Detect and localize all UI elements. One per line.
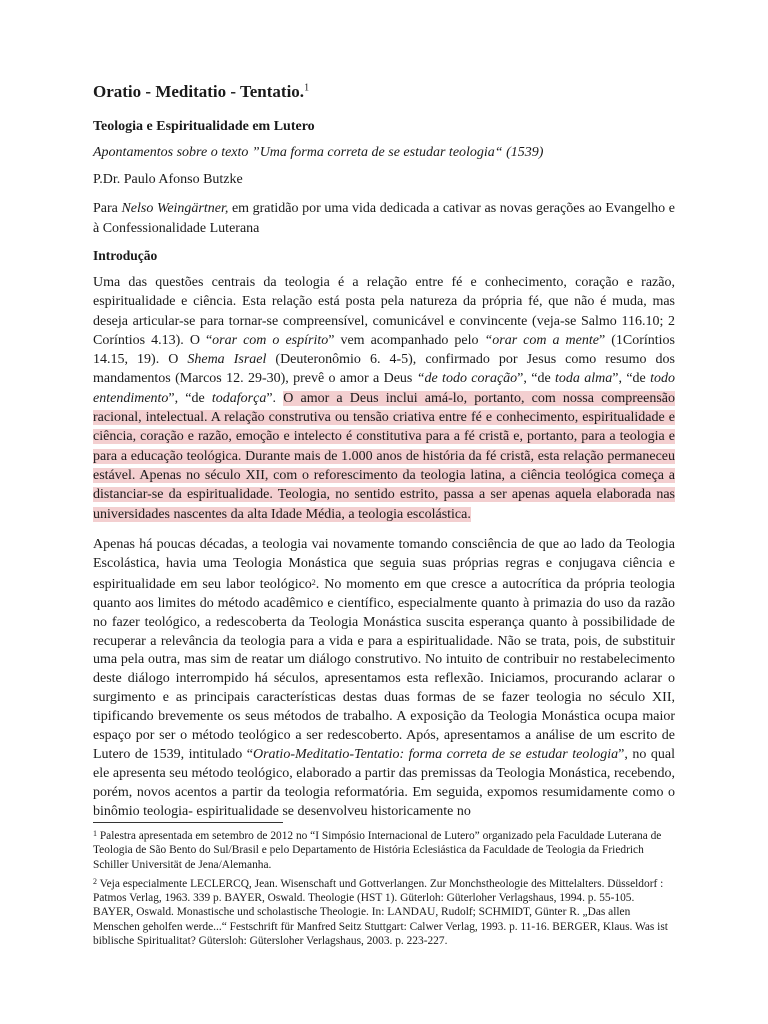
paragraph-1 — [93, 273, 675, 524]
p1-text-1: Uma das questões centrais da teologia é a relação entre fé e conhecimento, coração e razão, espiritualidade e ciência. Esta relação está posta pela natureza da própria fé, que não é muda, mas deseja articular-se para tornar-se compreensível, comunicável e convincente (veja-se Salmo 116.10; 2 Coríntios 4.13). O “ — [93, 275, 675, 348]
p1-italic-2: “orar com a mente — [484, 332, 599, 348]
document-subtitle: Teologia e Espiritualidade em Lutero — [93, 119, 315, 134]
title-footnote-ref[interactable]: 1 — [304, 82, 310, 94]
p2-text-3: ”, no qual ele apresenta seu método teológico, elaborado a partir das premissas da Teologia Monástica, recebendo, porém, novos acentos a partir da teologia reformatória. Em seguida, expomos resumidamente como o binômio teologia- espiritualidade se desenvolveu historicamente no — [93, 746, 675, 819]
dedication-post: em gratidão por uma vida dedicada a cativar as novas gerações ao Evangelho e à Confessionalidade Luterana — [93, 201, 675, 236]
p1-text-4: (Deuteronômio 6. 4-5), confirmado por Jesus como resumo dos mandamentos (Marcos 12. 29-30), prevê o amor a Deus — [93, 352, 675, 387]
document-apontamentos: Apontamentos sobre o texto ”Uma forma correta de se estudar teologia“ (1539) — [93, 145, 544, 160]
p1-text-2: ” vem acompanhado pelo — [328, 332, 485, 348]
dedication-pre: Para — [93, 201, 122, 216]
highlighted-passage[interactable]: O amor a Deus inclui amá-lo, portanto, com nossa compreensão racional, intelectual. A relação construtiva ou tensão criativa entre fé e conhecimento, espiritualidade e ciência, coração e razão, emoção e intelecto é constitutiva para a fé cristã e, portanto, para a teologia e para a educação teológica. Durante mais de 1.000 anos de história da fé cristã, esta relação permaneceu estável. Apenas no século XII, com o reforescimento da teologia latina, a ciência teológica começa a distanciar-se da espiritualidade. Teologia, no sentido estrito, passa a ser apenas aquela elaborada nas universidades nascentes da alta Idade Média, a teologia escolástica. — [93, 390, 675, 522]
footnote-separator — [93, 822, 283, 823]
p1-text-6: ”, “de — [612, 371, 651, 387]
p1-italic-6: todo entendimento — [93, 371, 675, 406]
footnote-2 — [93, 875, 675, 948]
document-title — [93, 82, 309, 102]
p1-text-3: ” (1Coríntios 14.15, 19). O — [93, 332, 675, 368]
p2-text-1: Apenas há poucas décadas, a teologia vai novamente tomando consciência de que ao lado da Teologia Escolástica, havia uma Teologia Monástica que seguia suas próprias regras e conjugava ciência e espiritualidade em seu labor teológico — [93, 537, 675, 592]
footnote-ref-2[interactable]: 2 — [311, 577, 316, 587]
footnote-mark-2: 2 — [93, 876, 97, 886]
p1-italic-5: toda alma — [555, 371, 613, 387]
footnote-mark-1: 1 — [93, 829, 97, 838]
p2-text-2: . No momento em que cresce a autocrítica da própria teologia quanto aos limites do método acadêmico e científico, especialmente quanto à primazia do uso da razão no fazer teológico, a redescoberta da Teologia Monástica suscita esperança quanto à possibilidade de recuperar a relevância da teologia para a vida e para a espiritualidade. Não se trata, pois, de substituir uma pela outra, mas sim de reatar um diálogo construtivo. No intuito de contribuir no restabelecimento deste diálogo interrompido há séculos, apresentamos esta reflexão. Iniciamos, procurando aclarar o surgimento e as principais características destas duas formas de se fazer teologia no século XII, tipificando brevemente os seus métodos de trabalho. A exposição da Teologia Monástica ocupa maior espaço por ser o método teológico a ser redescoberto. Após, apresentamos a análise de um escrito de Lutero de 1539, intitulado “ — [93, 576, 675, 762]
document-author: P.Dr. Paulo Afonso Butzke — [93, 172, 243, 187]
p1-text-5: ”, “de — [517, 371, 556, 387]
p1-italic-1: orar com o espírito — [212, 332, 329, 348]
footnote-text-1: Palestra apresentada em setembro de 2012 no “I Simpósio Internacional de Lutero” organizado pela Faculdade Luterana de Teologia de São Bento do Sul/Brasil e pelo Departamento de História Eclesiástica da Faculdade de Teologia da Friedrich Schiller Universität de Jena/Alemanha. — [93, 830, 662, 871]
footnote-text-2: Veja especialmente LECLERCQ, Jean. Wisenschaft und Gottverlangen. Zur Monchstheologie des Mittelalters. Düsseldorf : Patmos Verlag, 1963. 339 p. BAYER, Oswald. Theologie (HST 1). Güterloh: Güterloher Verlagshaus, 1994. p. 55-105. BAYER, Oswald. Monastische und scholastische Theologie. In: LANDAU, Rudolf; SCHMIDT, Günter R. „Das allen Menschen geholfen werde...“ Festschrift für Manfred Seitz Stuttgart: Calwer Verlag, 1993. p. 11-16. BERGER, Klaus. Was ist biblische Spiritualitat? Gütersloh: Gütersloher Verlagshaus, 2003. p. 223-227. — [93, 877, 668, 948]
p1-text-7: ”, “de — [168, 390, 212, 406]
section-heading-introducao: Introdução — [93, 248, 158, 263]
p1-italic-3: Shema Israel — [187, 352, 267, 368]
p1-text-8: ”. — [266, 390, 284, 406]
dedication-name: Nelso Weingärtner, — [121, 201, 229, 216]
footnote-1 — [93, 827, 675, 872]
footnotes — [93, 827, 675, 951]
p1-italic-4: “de todo coração — [416, 371, 518, 387]
p1-italic-7: todaforça — [211, 390, 267, 406]
dedication-paragraph — [93, 199, 675, 238]
p2-italic-1: Oratio-Meditatio-Tentatio: forma correta de se estudar teologia — [252, 746, 619, 762]
paragraph-2 — [93, 536, 675, 822]
title-text: Oratio - Meditatio - Tentatio. — [93, 82, 305, 101]
